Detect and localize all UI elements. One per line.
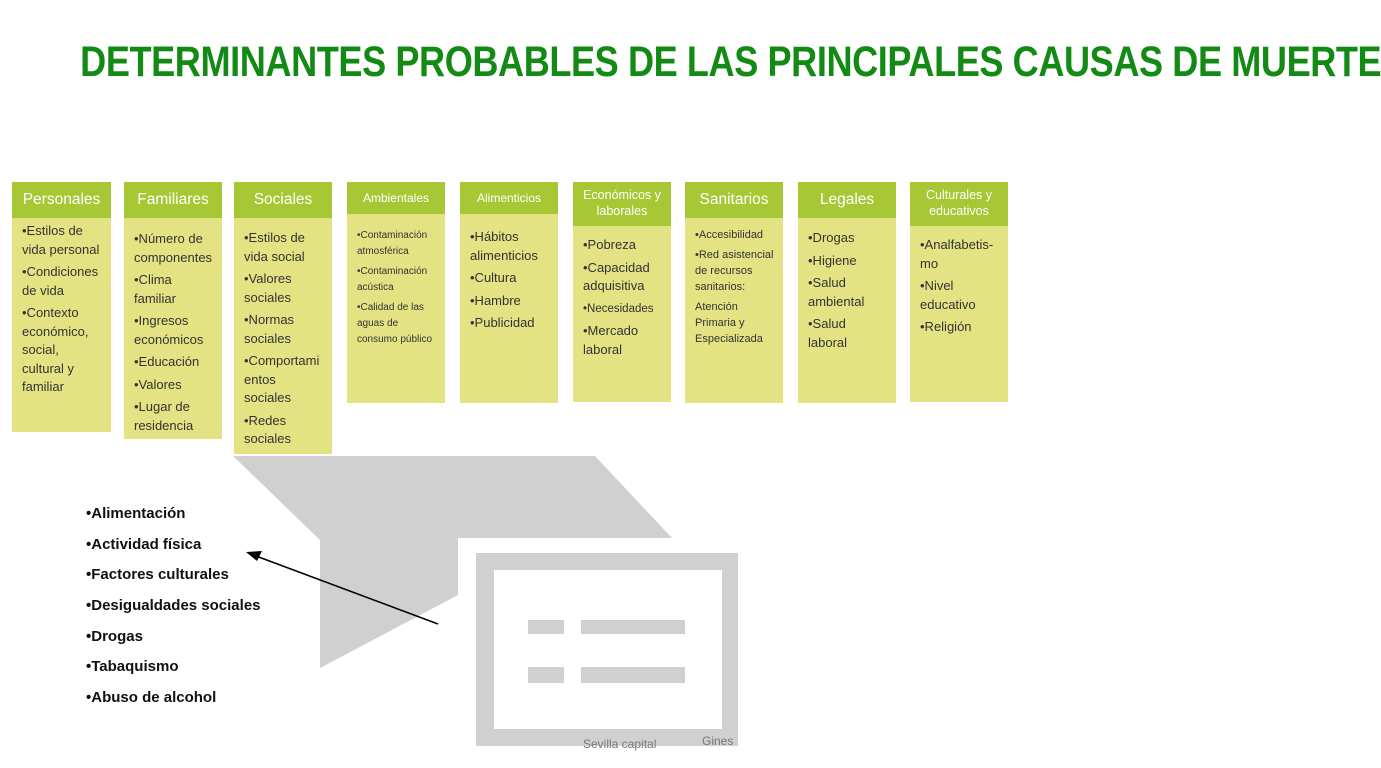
category-header: Culturales y educativos [910, 182, 1008, 226]
category-economicos-laborales [573, 182, 671, 402]
list-item: •Mercado laboral [583, 323, 639, 357]
list-item: •Normas sociales [244, 312, 295, 346]
list-item: •Estilos de vida social [244, 230, 305, 264]
list-item: •Hambre [470, 292, 521, 308]
page-title: DETERMINANTES PROBABLES DE LAS PRINCIPALES CAUSAS DE MUERTE [80, 38, 1381, 86]
category-familiares [124, 182, 222, 439]
category-header: Legales [798, 182, 896, 218]
list-item: •Hábitos alimenticios [470, 229, 538, 263]
list-item: •Religión [920, 319, 972, 334]
list-item: •Cultura [470, 270, 517, 285]
category-alimenticios [460, 182, 558, 403]
list-item: •Capacidad adquisitiva [583, 259, 650, 293]
list-item: •Salud ambiental [808, 275, 865, 309]
list-item: •Analfabetis-mo [920, 237, 994, 271]
list-item: •Estilos de vida personal [22, 223, 100, 257]
list-item: •Clima familiar [134, 272, 176, 306]
list-item: •Condiciones de vida [22, 264, 99, 298]
list-item: •Abuso de alcohol [86, 689, 217, 707]
list-item: •Comportami entos sociales [244, 353, 320, 405]
category-header: Económicos y laborales [573, 182, 671, 226]
list-item: •Accesibilidad [695, 229, 764, 241]
category-ambientales [347, 182, 445, 403]
caption-sevilla: Sevilla capital [583, 737, 657, 751]
list-item: •Ingresos económicos [134, 313, 204, 347]
list-item: •Actividad física [86, 535, 202, 553]
category-legales [798, 182, 896, 403]
list-item: •Educación [134, 354, 200, 369]
list-item: •Higiene [808, 252, 857, 268]
list-item: •Número de componentes [134, 231, 213, 265]
bar-mark [528, 667, 564, 683]
list-item: •Drogas [86, 627, 143, 645]
category-header: Personales [12, 182, 111, 218]
bar-mark [581, 667, 685, 683]
category-header: Ambientales [347, 182, 445, 214]
list-item: •Nivel educativo [920, 278, 976, 312]
category-header: Alimenticios [460, 182, 558, 214]
category-sanitarios [685, 182, 783, 403]
list-item: •Contaminación acústica [357, 266, 428, 293]
determinants-list [86, 500, 261, 715]
category-header: Sociales [234, 182, 332, 218]
screen-inner [494, 570, 722, 729]
list-item: •Valores [134, 376, 182, 392]
category-personales [12, 182, 111, 432]
list-item: •Salud laboral [808, 316, 848, 350]
list-item: •Necesidades [583, 302, 654, 315]
list-item: •Lugar de residencia [134, 399, 194, 433]
bar-mark [528, 620, 564, 634]
list-item: •Redes sociales [244, 412, 291, 446]
list-item: •Drogas [808, 230, 855, 245]
list-item: •Calidad de las aguas de consumo público [357, 302, 433, 345]
list-item: •Valores sociales [244, 271, 292, 305]
category-header: Familiares [124, 182, 222, 218]
category-header: Sanitarios [685, 182, 783, 218]
list-item: •Desigualdades sociales [86, 597, 261, 615]
bar-mark [581, 620, 685, 634]
list-item: •Publicidad [470, 315, 535, 330]
caption-gines: Gines [702, 734, 734, 748]
list-item: Atención Primaria y Especializada [695, 301, 763, 345]
list-item: •Red asistencial de recursos sanitarios: [695, 249, 774, 293]
list-item: •Factores culturales [86, 566, 229, 584]
list-item: •Tabaquismo [86, 658, 179, 676]
category-culturales-educativos [910, 182, 1008, 402]
list-item: •Pobreza [583, 237, 636, 252]
list-item: •Contexto económico, social, cultural y familiar [22, 305, 89, 394]
list-item: •Alimentación [86, 505, 186, 522]
list-item: •Contaminación atmosférica [357, 230, 428, 257]
category-sociales [234, 182, 332, 454]
